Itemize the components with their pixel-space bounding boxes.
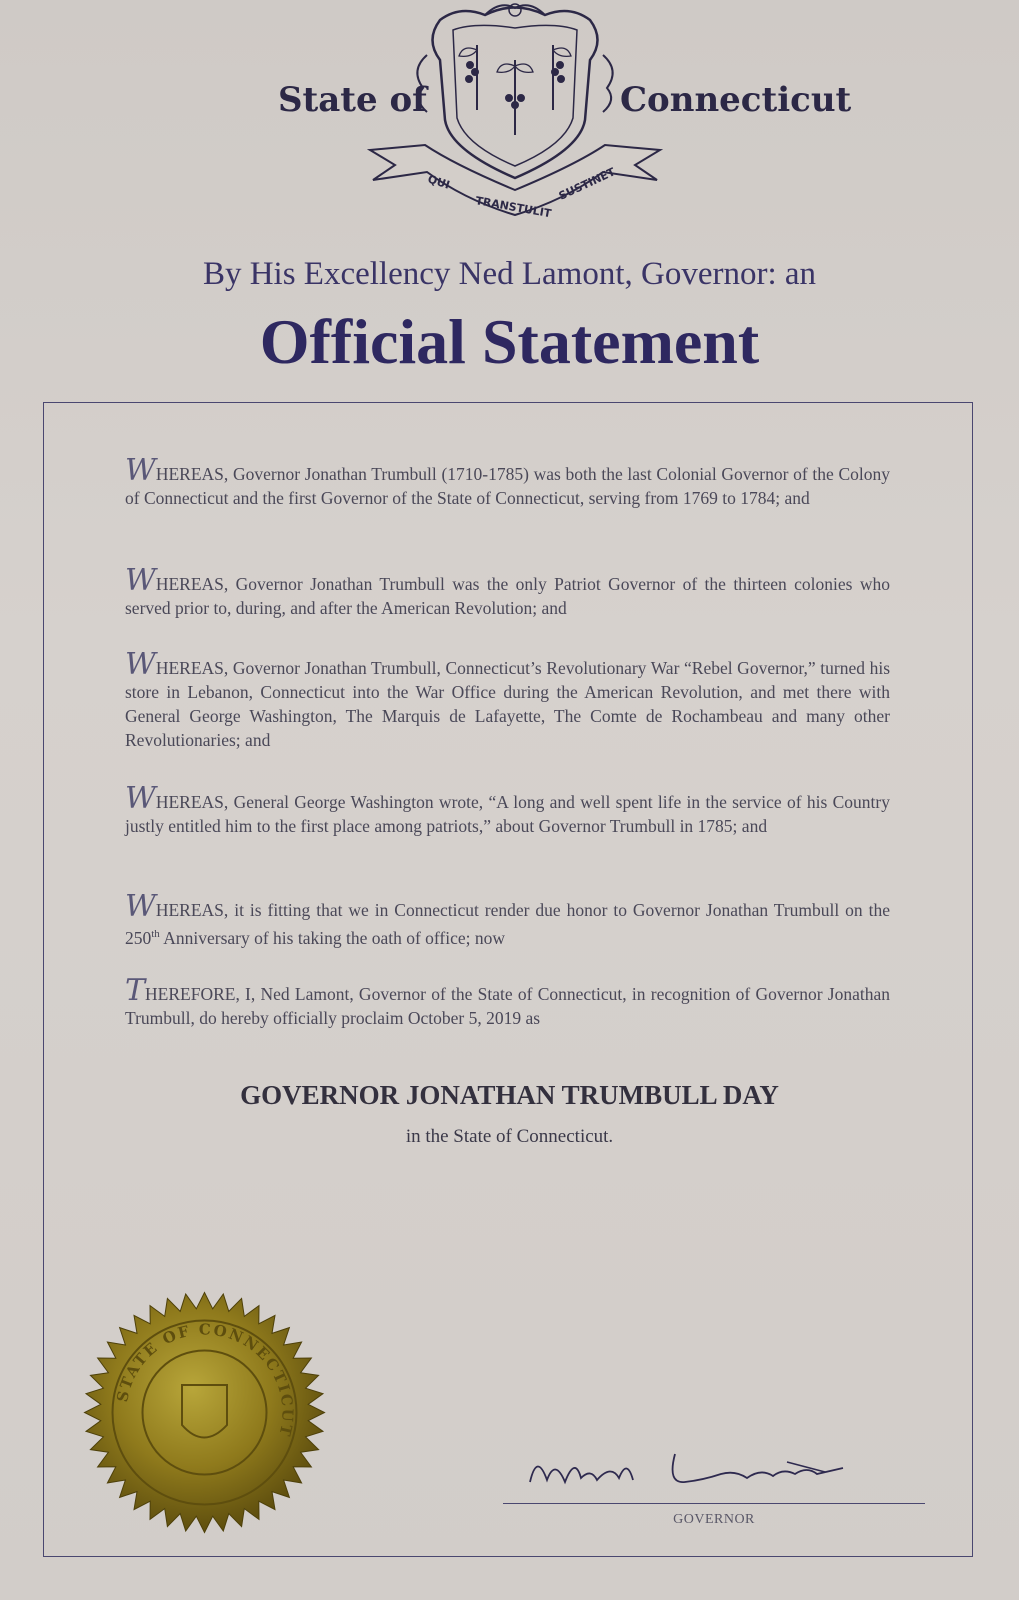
- drop-cap: T: [125, 973, 146, 1008]
- whereas-paragraph-2: [125, 563, 890, 620]
- proclamation-title: GOVERNOR JONATHAN TRUMBULL DAY: [240, 1080, 779, 1110]
- governor-signature: [525, 1444, 855, 1504]
- paragraph-text: HEREAS, Governor Jonathan Trumbull (1710-1785) was both the last Colonial Governor of the Colony of Connecticut and the first Governor of the State of Connecticut, serving from 1769 to 1784; and: [125, 464, 890, 508]
- header-state-of: State of: [278, 80, 427, 120]
- byline: By His Excellency Ned Lamont, Governor: an: [202, 256, 817, 292]
- ordinal-suffix: th: [151, 928, 160, 940]
- paragraph-text-end: Anniversary of his taking the oath of office; now: [159, 927, 506, 948]
- drop-cap: W: [125, 563, 156, 598]
- drop-cap: W: [125, 453, 156, 488]
- paragraph-text: HEREAS, General George Washington wrote, “A long and well spent life in the service of his Country justly entitled him to the first place among patriots,” about Governor Trumbull in 1785; and: [125, 792, 890, 836]
- paragraph-text: HEREAS, Governor Jonathan Trumbull was the only Patriot Governor of the thirteen colonies who served prior to, during, and after the American Revolution; and: [125, 574, 890, 618]
- crest-motto-sustinet: SUSTINET: [556, 165, 618, 203]
- header-connecticut: Connecticut: [620, 80, 852, 120]
- signature-line: [503, 1503, 925, 1504]
- drop-cap: W: [125, 647, 156, 682]
- paragraph-text: HEREAS, it is fitting that we in Connecticut render due honor to Governor Jonathan Trumbull on the 250: [125, 900, 890, 948]
- whereas-paragraph-4: [125, 781, 890, 838]
- drop-cap: W: [125, 781, 156, 816]
- drop-cap: W: [125, 889, 156, 924]
- paragraph-text: HEREAS, Governor Jonathan Trumbull, Connecticut’s Revolutionary War “Rebel Governor,” turned his store in Lebanon, Connecticut into the War Office during the American Revolution, and met there with General George Washington, The Marquis de Lafayette, The Comte de Rochambeau and many other Revolutionaries; and: [125, 658, 890, 750]
- crest-motto-transtulit: TRANSTULIT: [474, 194, 553, 221]
- paragraph-text: HEREFORE, I, Ned Lamont, Governor of the State of Connecticut, in recognition of Governor Jonathan Trumbull, do hereby officially proclaim October 5, 2019 as: [125, 984, 890, 1028]
- gold-state-seal: [82, 1290, 327, 1535]
- whereas-paragraph-5: [125, 889, 890, 950]
- signature-title: GOVERNOR: [673, 1512, 755, 1527]
- document-title: Official Statement: [259, 306, 760, 377]
- therefore-paragraph: [125, 973, 890, 1030]
- seal-text: STATE OF CONNECTICUT: [113, 1320, 297, 1440]
- whereas-paragraph-3: [125, 647, 890, 752]
- crest-motto-qui: QUI: [426, 172, 452, 192]
- proclamation-subtitle: in the State of Connecticut.: [405, 1126, 614, 1147]
- state-crest-emblem: [365, 0, 665, 235]
- whereas-paragraph-1: [125, 453, 890, 510]
